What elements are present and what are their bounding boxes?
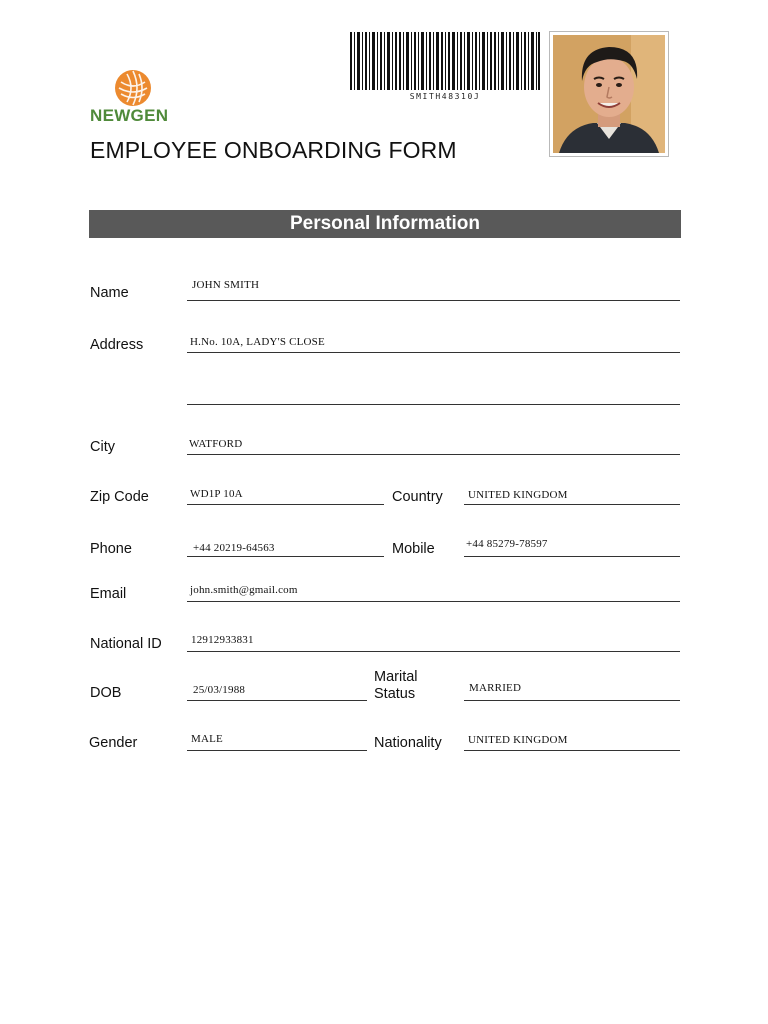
email-line — [187, 601, 680, 602]
newgen-logo-icon — [113, 68, 153, 108]
national-id-value: 12912933831 — [191, 634, 254, 646]
email-value: john.smith@gmail.com — [190, 584, 298, 596]
nationality-line — [464, 750, 680, 751]
brand-name: NEWGEN — [90, 106, 169, 125]
phone-value: +44 20219-64563 — [193, 542, 275, 554]
name-value: JOHN SMITH — [192, 279, 260, 291]
country-value: UNITED KINGDOM — [468, 489, 568, 501]
city-label: City — [90, 439, 115, 455]
country-line — [464, 504, 680, 505]
dob-line — [187, 700, 367, 701]
dob-label: DOB — [90, 685, 122, 701]
nationality-label: Nationality — [374, 735, 442, 751]
mobile-label: Mobile — [392, 541, 435, 557]
zip-code-label: Zip Code — [90, 489, 149, 505]
national-id-line — [187, 651, 680, 652]
zip-code-line — [187, 504, 384, 505]
email-label: Email — [90, 586, 127, 602]
person-portrait-icon — [553, 35, 665, 153]
address-label: Address — [90, 337, 144, 353]
marital-status-value: MARRIED — [469, 682, 522, 694]
marital-status-label-line1: Marital — [374, 669, 418, 685]
mobile-line — [464, 556, 680, 557]
marital-status-line — [464, 700, 680, 701]
city-line — [187, 454, 680, 455]
section-header-personal-information: Personal Information — [89, 210, 681, 238]
name-line — [187, 300, 680, 301]
mobile-value: +44 85279-78597 — [466, 538, 548, 550]
barcode-icon — [350, 32, 540, 94]
address-value: H.No. 10A, LADY'S CLOSE — [190, 336, 325, 348]
gender-value: MALE — [191, 733, 223, 745]
phone-label: Phone — [90, 541, 132, 557]
form-title: EMPLOYEE ONBOARDING FORM — [90, 137, 457, 163]
barcode-text: SMITH48310J — [409, 92, 481, 101]
zip-code-value: WD1P 10A — [190, 488, 243, 500]
gender-line — [187, 750, 367, 751]
address-line-2 — [187, 404, 680, 405]
phone-line — [187, 556, 384, 557]
marital-status-label-line2: Status — [374, 686, 416, 702]
nationality-value: UNITED KINGDOM — [468, 734, 568, 746]
employee-photo — [549, 31, 669, 157]
address-line-1 — [187, 352, 680, 353]
dob-value: 25/03/1988 — [193, 684, 246, 696]
city-value: WATFORD — [189, 438, 243, 450]
name-label: Name — [90, 285, 129, 301]
national-id-label: National ID — [90, 636, 162, 652]
country-label: Country — [392, 489, 443, 505]
gender-label: Gender — [89, 735, 138, 751]
